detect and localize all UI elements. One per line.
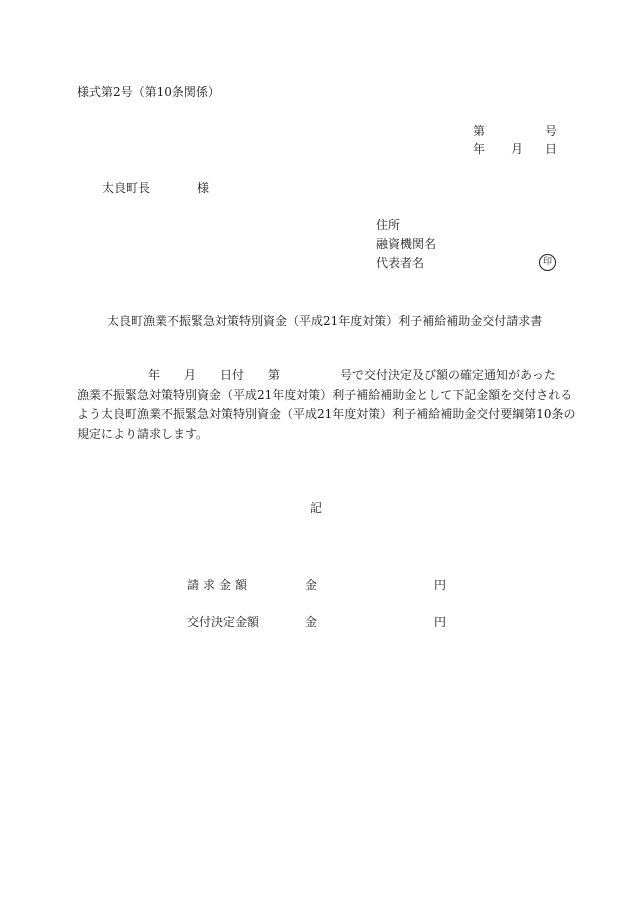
- date-month: 月: [511, 142, 524, 156]
- seal-mark-icon: 印: [539, 254, 556, 271]
- decision-amount-kin: 金: [305, 615, 318, 629]
- body-number-prefix: 第: [268, 368, 281, 382]
- request-amount-label: 請求金額: [187, 578, 252, 592]
- applicant-representative-label: 代表者名: [376, 256, 425, 270]
- decision-amount-yen: 円: [434, 615, 447, 629]
- body-line4-text: 規定により請求します。: [77, 427, 209, 441]
- applicant-address-label: 住所: [376, 218, 401, 232]
- date-year: 年: [473, 142, 486, 156]
- request-amount-yen: 円: [434, 578, 447, 592]
- document-number-suffix: 号: [545, 124, 558, 138]
- body-line1-text: 号で交付決定及び額の確定通知があった: [340, 368, 556, 382]
- document-title: 太良町漁業不振緊急対策特別資金（平成21年度対策）利子補給補助金交付請求書: [107, 314, 543, 328]
- body-date-suffix: 日付: [220, 368, 245, 382]
- form-number: 様式第2号（第10条関係）: [77, 85, 220, 99]
- body-line2-text: 漁業不振緊急対策特別資金（平成21年度対策）利子補給補助金として下記金額を交付される: [77, 388, 573, 402]
- body-year: 年: [148, 368, 161, 382]
- date-day: 日: [545, 142, 558, 156]
- body-month: 月: [184, 368, 197, 382]
- request-amount-kin: 金: [305, 578, 318, 592]
- decision-amount-label: 交付決定金額: [187, 615, 260, 629]
- document-number-prefix: 第: [473, 124, 486, 138]
- applicant-bank-label: 融資機関名: [376, 237, 437, 251]
- addressee-honorific: 様: [197, 181, 210, 195]
- record-heading: 記: [310, 501, 323, 515]
- body-line3-text: よう太良町漁業不振緊急対策特別資金（平成21年度対策）利子補給補助金交付要綱第10条の: [77, 407, 576, 421]
- addressee-name: 太良町長: [102, 181, 151, 195]
